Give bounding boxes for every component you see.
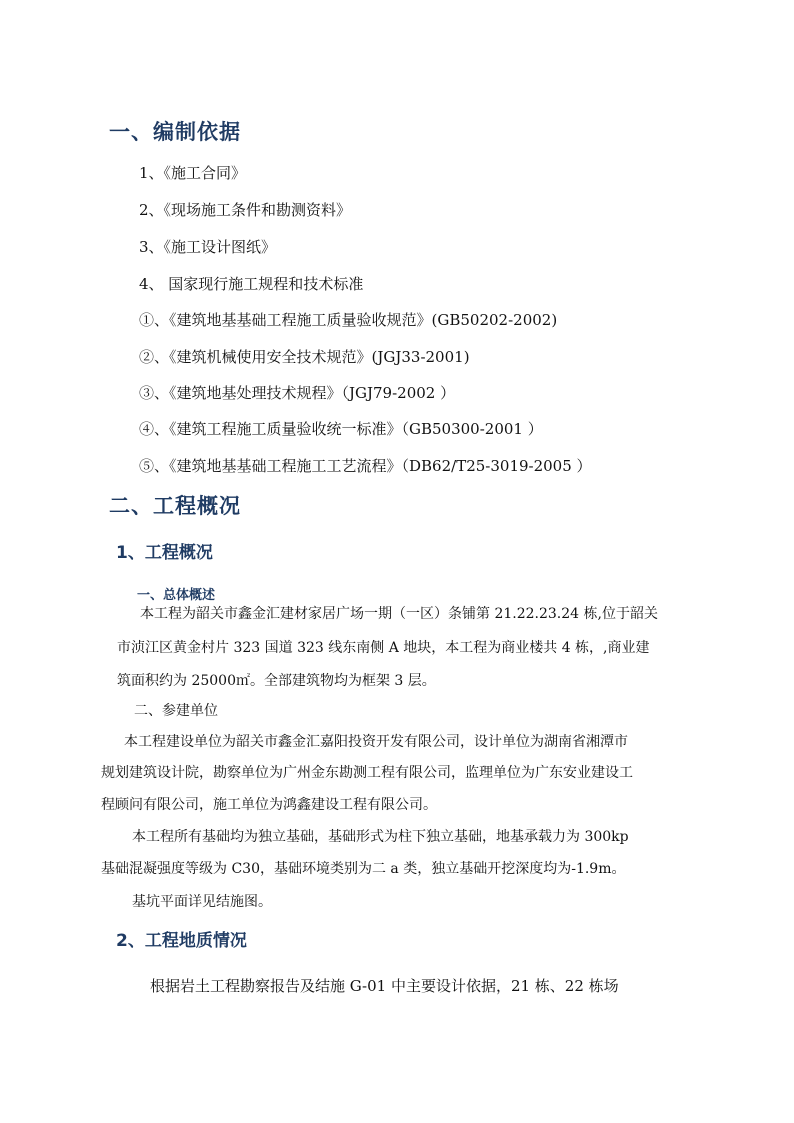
subsection-overview-title: 1、工程概况	[116, 543, 213, 563]
overview-line-1: 本工程为韶关市鑫金汇建材家居广场一期（一区）条铺第 21.22.23.24 栋,位于韶关	[140, 606, 658, 622]
pit-line: 基坑平面详见结施图。	[132, 894, 272, 910]
foundation-line-1: 本工程所有基础均为独立基础，基础形式为柱下独立基础，地基承载力为 300kp	[132, 829, 629, 845]
reference-item-6: ②、《建筑机械使用安全技术规范》(JGJ33-2001)	[139, 348, 470, 366]
reference-item-4: 4、 国家现行施工规程和技术标准	[139, 275, 364, 293]
units-line-2: 规划建筑设计院，勘察单位为广州金东勘测工程有限公司，监理单位为广东安业建设工	[101, 765, 633, 781]
reference-item-2: 2、《现场施工条件和勘测资料》	[139, 201, 352, 219]
reference-item-9: ⑤、《建筑地基基础工程施工工艺流程》（DB62/T25-3019-2005 ）	[139, 457, 592, 475]
section-2-title: 二、工程概况	[109, 494, 241, 518]
subsection-geology-title: 2、工程地质情况	[116, 931, 247, 951]
overview-heading: 一、总体概述	[137, 588, 216, 603]
overview-line-3: 筑面积约为 25000㎡。全部建筑物均为框架 3 层。	[117, 673, 436, 689]
section-1-title: 一、编制依据	[109, 120, 241, 144]
overview-line-2: 市浈江区黄金村片 323 国道 323 线东南侧 A 地块，本工程为商业楼共 4 栋，,商业建	[117, 640, 650, 656]
reference-item-3: 3、《施工设计图纸》	[139, 238, 277, 256]
reference-item-7: ③、《建筑地基处理技术规程》（JGJ79-2002 ）	[139, 384, 456, 402]
units-line-3: 程顾问有限公司，施工单位为鸿鑫建设工程有限公司。	[101, 797, 437, 813]
units-heading: 二、参建单位	[134, 703, 218, 719]
reference-item-8: ④、《建筑工程施工质量验收统一标准》（GB50300-2001 ）	[139, 420, 543, 438]
foundation-line-2: 基础混凝强度等级为 C30，基础环境类别为二 a 类，独立基础开挖深度均为-1.9m。	[101, 861, 626, 877]
reference-item-5: ①、《建筑地基基础工程施工质量验收规范》(GB50202-2002)	[139, 311, 558, 329]
units-line-1: 本工程建设单位为韶关市鑫金汇嘉阳投资开发有限公司，设计单位为湖南省湘潭市	[124, 734, 628, 750]
geology-line-1: 根据岩土工程勘察报告及结施 G-01 中主要设计依据，21 栋、22 栋场	[150, 977, 619, 995]
reference-item-1: 1、《施工合同》	[139, 164, 247, 182]
